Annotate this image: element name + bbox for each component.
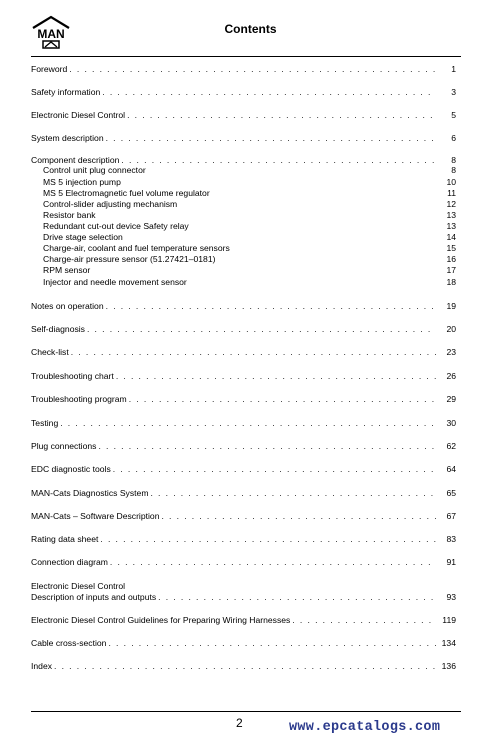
toc-label: Charge-air, coolant and fuel temperature sensors: [43, 243, 230, 253]
toc-entry: [31, 347, 456, 358]
toc-label: Description of inputs and outputs: [31, 592, 157, 602]
toc-label: Index: [31, 661, 53, 671]
toc-label: Safety information: [31, 87, 101, 97]
toc-entry: [31, 301, 456, 312]
toc-page-number: 17: [446, 265, 456, 275]
toc-page-number: 134: [441, 638, 456, 648]
toc-page-number: 67: [446, 511, 456, 521]
toc-page-number: 8: [451, 165, 456, 175]
toc-leader-dots: [98, 441, 436, 452]
toc-page-number: 65: [446, 488, 456, 498]
toc-label: Troubleshooting chart: [31, 371, 114, 381]
table-of-contents: [31, 0, 456, 746]
toc-leader-dots: [87, 324, 436, 335]
toc-label: System description: [31, 133, 104, 143]
toc-leader-dots: [106, 133, 436, 144]
toc-label: Electronic Diesel Control Guidelines for Preparing Wiring Harnesses: [31, 615, 291, 625]
toc-entry: [31, 534, 456, 545]
toc-label: Resistor bank: [43, 210, 96, 220]
toc-page-number: 26: [446, 371, 456, 381]
toc-leader-dots: [110, 557, 436, 568]
toc-entry: [31, 394, 456, 405]
page-number: 2: [236, 716, 243, 730]
toc-subentry: [43, 243, 456, 254]
toc-label: Control-slider adjusting mechanism: [43, 199, 178, 209]
toc-page-number: 1: [451, 64, 456, 74]
footer-divider: [31, 711, 461, 712]
toc-label: Self-diagnosis: [31, 324, 85, 334]
toc-page-number: 93: [446, 592, 456, 602]
toc-entry: [31, 511, 456, 522]
toc-leader-dots: [54, 661, 436, 672]
toc-entry: [31, 110, 456, 121]
toc-page-number: 8: [451, 155, 456, 165]
toc-entry: [31, 441, 456, 452]
toc-page-number: 11: [447, 188, 456, 198]
toc-leader-dots: [69, 64, 436, 75]
toc-leader-dots: [150, 488, 436, 499]
toc-label: Plug connections: [31, 441, 97, 451]
toc-leader-dots: [100, 534, 436, 545]
toc-label: Control unit plug connector: [43, 165, 146, 175]
toc-leader-dots: [113, 464, 436, 475]
toc-label: Cable cross-section: [31, 638, 107, 648]
toc-page-number: 5: [451, 110, 456, 120]
toc-page-number: 16: [446, 254, 456, 264]
toc-entry: [31, 592, 456, 603]
toc-page-number: 119: [442, 615, 456, 625]
toc-label: Electronic Diesel Control: [31, 581, 126, 591]
toc-leader-dots: [129, 394, 436, 405]
toc-label: MS 5 Electromagnetic fuel volume regulator: [43, 188, 210, 198]
toc-subentry: [43, 221, 456, 232]
toc-page-number: 30: [446, 418, 456, 428]
toc-page-number: 20: [446, 324, 456, 334]
toc-label: Redundant cut-out device Safety relay: [43, 221, 189, 231]
toc-subentry: [43, 177, 456, 188]
toc-page-number: 3: [451, 87, 456, 97]
toc-leader-dots: [292, 615, 436, 626]
toc-page-number: 15: [446, 243, 456, 253]
toc-leader-dots: [106, 301, 436, 312]
toc-entry: [31, 638, 456, 649]
toc-label: Injector and needle movement sensor: [43, 277, 187, 287]
toc-leader-dots: [102, 87, 436, 98]
toc-label: Notes on operation: [31, 301, 104, 311]
toc-page-number: 29: [446, 394, 456, 404]
toc-label: MAN-Cats Diagnostics System: [31, 488, 149, 498]
toc-entry: [31, 661, 456, 672]
toc-subentry: [43, 265, 456, 276]
toc-page-number: 13: [446, 221, 456, 231]
logo-text: MAN: [37, 27, 65, 41]
toc-entry: [31, 64, 456, 75]
toc-leader-dots: [108, 638, 436, 649]
toc-label: Electronic Diesel Control: [31, 110, 126, 120]
toc-page-number: 62: [446, 441, 456, 451]
toc-page-number: 23: [446, 347, 456, 357]
toc-entry: [31, 87, 456, 98]
toc-label: MS 5 injection pump: [43, 177, 121, 187]
toc-page-number: 19: [446, 301, 456, 311]
toc-entry: [31, 488, 456, 499]
toc-leader-dots: [127, 110, 436, 121]
toc-page-number: 64: [446, 464, 456, 474]
toc-subentry: [43, 165, 456, 176]
toc-label: Testing: [31, 418, 59, 428]
toc-leader-dots: [158, 592, 436, 603]
toc-label: EDC diagnostic tools: [31, 464, 111, 474]
toc-page-number: 13: [446, 210, 456, 220]
toc-entry: [31, 557, 456, 568]
toc-label: Drive stage selection: [43, 232, 123, 242]
toc-page-number: 136: [441, 661, 456, 671]
toc-subentry: [43, 210, 456, 221]
page-title: Contents: [224, 22, 277, 36]
toc-entry: [31, 418, 456, 429]
toc-subentry: [43, 277, 456, 288]
toc-subentry: [43, 199, 456, 210]
toc-leader-dots: [60, 418, 436, 429]
toc-page-number: 14: [446, 232, 456, 242]
toc-entry: [31, 324, 456, 335]
toc-label: Charge-air pressure sensor (51.27421–0181): [43, 254, 216, 264]
toc-subentry: [43, 232, 456, 243]
toc-leader-dots: [116, 371, 436, 382]
toc-page-number: 18: [446, 277, 456, 287]
toc-label: MAN-Cats – Software Description: [31, 511, 160, 521]
toc-subentry: [43, 254, 456, 265]
toc-label: Connection diagram: [31, 557, 108, 567]
watermark: www.epcatalogs.com: [289, 720, 441, 735]
toc-label: RPM sensor: [43, 265, 91, 275]
toc-entry: [31, 615, 456, 626]
toc-page-number: 10: [446, 177, 456, 187]
toc-page-number: 12: [446, 199, 456, 209]
toc-entry: [31, 581, 456, 592]
toc-page-number: 6: [451, 133, 456, 143]
toc-label: Check-list: [31, 347, 69, 357]
toc-label: Component description: [31, 155, 120, 165]
toc-label: Rating data sheet: [31, 534, 99, 544]
toc-label: Troubleshooting program: [31, 394, 127, 404]
toc-leader-dots: [71, 347, 436, 358]
toc-entry: [31, 371, 456, 382]
toc-label: Foreword: [31, 64, 68, 74]
toc-entry: [31, 133, 456, 144]
toc-page-number: 91: [446, 557, 456, 567]
toc-entry: [31, 464, 456, 475]
toc-page-number: 83: [446, 534, 456, 544]
toc-subentry: [43, 188, 456, 199]
toc-leader-dots: [161, 511, 436, 522]
